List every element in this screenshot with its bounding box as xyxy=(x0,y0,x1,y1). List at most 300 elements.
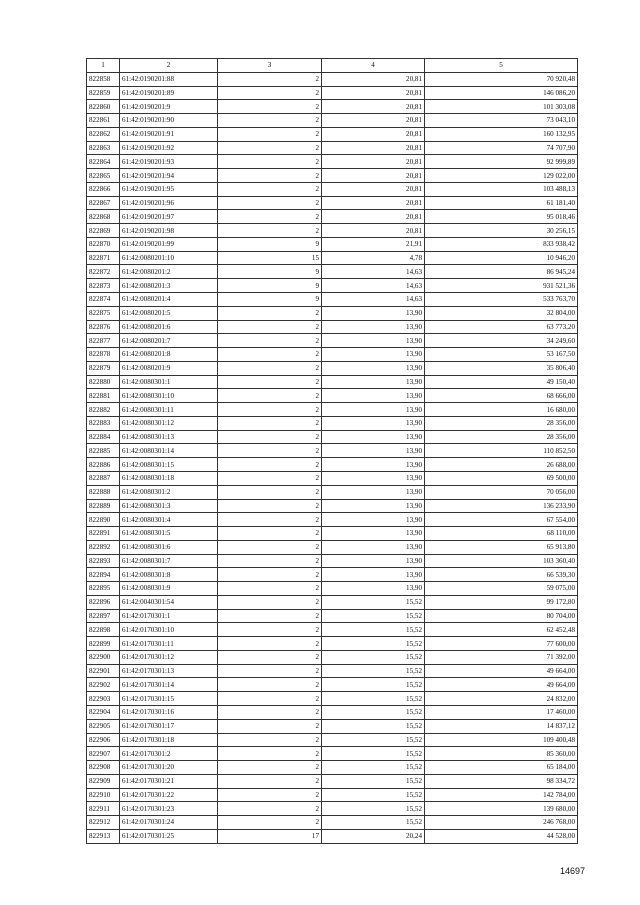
cadastral-number-cell: 61:42:0170301:11 xyxy=(120,637,218,651)
rate-cell: 20,81 xyxy=(322,141,425,155)
rate-cell: 20,81 xyxy=(322,169,425,183)
count-cell: 2 xyxy=(218,114,322,128)
value-cell: 53 167,50 xyxy=(425,348,578,362)
row-index-cell: 822867 xyxy=(87,196,120,210)
table-row xyxy=(87,650,578,664)
rate-cell: 15,52 xyxy=(322,705,425,719)
table-row xyxy=(87,678,578,692)
count-cell: 2 xyxy=(218,375,322,389)
count-cell: 2 xyxy=(218,458,322,472)
value-cell: 61 181,40 xyxy=(425,196,578,210)
rate-cell: 13,90 xyxy=(322,361,425,375)
rate-cell: 13,90 xyxy=(322,416,425,430)
row-index-cell: 822877 xyxy=(87,334,120,348)
cadastral-number-cell: 61:42:0170301:25 xyxy=(120,829,218,843)
table-row xyxy=(87,100,578,114)
row-index-cell: 822884 xyxy=(87,430,120,444)
row-index-cell: 822865 xyxy=(87,169,120,183)
table-row xyxy=(87,403,578,417)
row-index-cell: 822879 xyxy=(87,361,120,375)
count-cell: 2 xyxy=(218,210,322,224)
value-cell: 24 832,00 xyxy=(425,692,578,706)
rate-cell: 14,63 xyxy=(322,293,425,307)
count-cell: 15 xyxy=(218,251,322,265)
row-index-cell: 822912 xyxy=(87,816,120,830)
table-row xyxy=(87,527,578,541)
table-row xyxy=(87,761,578,775)
value-cell: 28 356,00 xyxy=(425,430,578,444)
row-index-cell: 822871 xyxy=(87,251,120,265)
rate-cell: 20,81 xyxy=(322,224,425,238)
column-header: 4 xyxy=(322,59,425,73)
cadastral-number-cell: 61:42:0080301:10 xyxy=(120,389,218,403)
count-cell: 2 xyxy=(218,774,322,788)
rate-cell: 20,81 xyxy=(322,182,425,196)
cadastral-number-cell: 61:42:0190201:89 xyxy=(120,86,218,100)
count-cell: 2 xyxy=(218,513,322,527)
table-row xyxy=(87,774,578,788)
value-cell: 66 539,30 xyxy=(425,568,578,582)
rate-cell: 13,90 xyxy=(322,582,425,596)
value-cell: 28 356,00 xyxy=(425,416,578,430)
table-row xyxy=(87,733,578,747)
cadastral-number-cell: 61:42:0190201:98 xyxy=(120,224,218,238)
count-cell: 2 xyxy=(218,664,322,678)
table-row xyxy=(87,623,578,637)
table-row xyxy=(87,705,578,719)
cadastral-number-cell: 61:42:0080301:1 xyxy=(120,375,218,389)
value-cell: 95 018,46 xyxy=(425,210,578,224)
page-number: 14697 xyxy=(559,866,585,876)
row-index-cell: 822859 xyxy=(87,86,120,100)
value-cell: 833 938,42 xyxy=(425,237,578,251)
row-index-cell: 822863 xyxy=(87,141,120,155)
cadastral-number-cell: 61:42:0080301:2 xyxy=(120,485,218,499)
column-header: 3 xyxy=(218,59,322,73)
rate-cell: 13,90 xyxy=(322,485,425,499)
table-row xyxy=(87,127,578,141)
value-cell: 44 528,00 xyxy=(425,829,578,843)
row-index-cell: 822881 xyxy=(87,389,120,403)
count-cell: 2 xyxy=(218,348,322,362)
row-index-cell: 822864 xyxy=(87,155,120,169)
value-cell: 17 460,00 xyxy=(425,705,578,719)
row-index-cell: 822901 xyxy=(87,664,120,678)
table-row xyxy=(87,554,578,568)
cadastral-number-cell: 61:42:0190201:95 xyxy=(120,182,218,196)
table-row xyxy=(87,155,578,169)
count-cell: 2 xyxy=(218,623,322,637)
header-row xyxy=(87,59,578,73)
count-cell: 2 xyxy=(218,554,322,568)
row-index-cell: 822894 xyxy=(87,568,120,582)
table-row xyxy=(87,582,578,596)
cadastral-number-cell: 61:42:0190201:92 xyxy=(120,141,218,155)
rate-cell: 14,63 xyxy=(322,279,425,293)
cadastral-number-cell: 61:42:0080301:6 xyxy=(120,540,218,554)
table-row xyxy=(87,210,578,224)
count-cell: 2 xyxy=(218,182,322,196)
row-index-cell: 822885 xyxy=(87,444,120,458)
rate-cell: 20,81 xyxy=(322,196,425,210)
row-index-cell: 822870 xyxy=(87,237,120,251)
value-cell: 73 043,10 xyxy=(425,114,578,128)
count-cell: 2 xyxy=(218,471,322,485)
cadastral-number-cell: 61:42:0190201:94 xyxy=(120,169,218,183)
table-row xyxy=(87,747,578,761)
rate-cell: 15,52 xyxy=(322,692,425,706)
row-index-cell: 822887 xyxy=(87,471,120,485)
cadastral-number-cell: 61:42:0190201:97 xyxy=(120,210,218,224)
cadastral-number-cell: 61:42:0080201:4 xyxy=(120,293,218,307)
row-index-cell: 822913 xyxy=(87,829,120,843)
value-cell: 71 392,00 xyxy=(425,650,578,664)
cadastral-number-cell: 61:42:0080201:6 xyxy=(120,320,218,334)
cadastral-number-cell: 61:42:0080201:9 xyxy=(120,361,218,375)
row-index-cell: 822886 xyxy=(87,458,120,472)
row-index-cell: 822890 xyxy=(87,513,120,527)
column-header: 1 xyxy=(87,59,120,73)
table-row xyxy=(87,802,578,816)
count-cell: 9 xyxy=(218,279,322,293)
value-cell: 68 110,00 xyxy=(425,527,578,541)
count-cell: 2 xyxy=(218,389,322,403)
count-cell: 2 xyxy=(218,485,322,499)
table-row xyxy=(87,513,578,527)
row-index-cell: 822869 xyxy=(87,224,120,238)
count-cell: 2 xyxy=(218,306,322,320)
cadastral-number-cell: 61:42:0080201:10 xyxy=(120,251,218,265)
row-index-cell: 822868 xyxy=(87,210,120,224)
rate-cell: 21,91 xyxy=(322,237,425,251)
rate-cell: 13,90 xyxy=(322,527,425,541)
cadastral-number-cell: 61:42:0080301:15 xyxy=(120,458,218,472)
row-index-cell: 822903 xyxy=(87,692,120,706)
row-index-cell: 822882 xyxy=(87,403,120,417)
value-cell: 35 806,40 xyxy=(425,361,578,375)
row-index-cell: 822904 xyxy=(87,705,120,719)
value-cell: 80 704,00 xyxy=(425,609,578,623)
value-cell: 98 334,72 xyxy=(425,774,578,788)
row-index-cell: 822892 xyxy=(87,540,120,554)
count-cell: 2 xyxy=(218,169,322,183)
cadastral-number-cell: 61:42:0080301:9 xyxy=(120,582,218,596)
value-cell: 139 680,00 xyxy=(425,802,578,816)
value-cell: 77 600,00 xyxy=(425,637,578,651)
value-cell: 136 233,90 xyxy=(425,499,578,513)
row-index-cell: 822876 xyxy=(87,320,120,334)
value-cell: 49 664,00 xyxy=(425,664,578,678)
cadastral-number-cell: 61:42:0170301:18 xyxy=(120,733,218,747)
rate-cell: 13,90 xyxy=(322,554,425,568)
value-cell: 86 945,24 xyxy=(425,265,578,279)
rate-cell: 13,90 xyxy=(322,430,425,444)
value-cell: 49 664,00 xyxy=(425,678,578,692)
rate-cell: 15,52 xyxy=(322,595,425,609)
count-cell: 2 xyxy=(218,595,322,609)
row-index-cell: 822908 xyxy=(87,761,120,775)
value-cell: 49 150,40 xyxy=(425,375,578,389)
count-cell: 2 xyxy=(218,650,322,664)
count-cell: 2 xyxy=(218,416,322,430)
column-header: 2 xyxy=(120,59,218,73)
count-cell: 9 xyxy=(218,265,322,279)
rate-cell: 20,81 xyxy=(322,127,425,141)
table-row xyxy=(87,609,578,623)
rate-cell: 15,52 xyxy=(322,664,425,678)
count-cell: 2 xyxy=(218,692,322,706)
table-row xyxy=(87,293,578,307)
rate-cell: 20,81 xyxy=(322,100,425,114)
row-index-cell: 822898 xyxy=(87,623,120,637)
table-row xyxy=(87,224,578,238)
table-body xyxy=(87,59,578,844)
rate-cell: 13,90 xyxy=(322,306,425,320)
value-cell: 109 400,48 xyxy=(425,733,578,747)
rate-cell: 15,52 xyxy=(322,816,425,830)
count-cell: 2 xyxy=(218,747,322,761)
table-row xyxy=(87,141,578,155)
count-cell: 2 xyxy=(218,788,322,802)
cadastral-number-cell: 61:42:0170301:20 xyxy=(120,761,218,775)
rate-cell: 15,52 xyxy=(322,761,425,775)
table-row xyxy=(87,637,578,651)
value-cell: 103 488,13 xyxy=(425,182,578,196)
row-index-cell: 822878 xyxy=(87,348,120,362)
row-index-cell: 822872 xyxy=(87,265,120,279)
row-index-cell: 822873 xyxy=(87,279,120,293)
cadastral-number-cell: 61:42:0170301:10 xyxy=(120,623,218,637)
table-row xyxy=(87,265,578,279)
rate-cell: 20,81 xyxy=(322,86,425,100)
row-index-cell: 822897 xyxy=(87,609,120,623)
value-cell: 32 804,00 xyxy=(425,306,578,320)
table-row xyxy=(87,114,578,128)
count-cell: 2 xyxy=(218,609,322,623)
value-cell: 69 500,00 xyxy=(425,471,578,485)
row-index-cell: 822902 xyxy=(87,678,120,692)
cadastral-number-cell: 61:42:0170301:22 xyxy=(120,788,218,802)
table-row xyxy=(87,568,578,582)
table-row xyxy=(87,458,578,472)
column-header: 5 xyxy=(425,59,578,73)
rate-cell: 15,52 xyxy=(322,774,425,788)
rate-cell: 13,90 xyxy=(322,389,425,403)
value-cell: 65 913,80 xyxy=(425,540,578,554)
value-cell: 63 773,20 xyxy=(425,320,578,334)
cadastral-number-cell: 61:42:0190201:88 xyxy=(120,72,218,86)
row-index-cell: 822905 xyxy=(87,719,120,733)
table-row xyxy=(87,320,578,334)
cadastral-number-cell: 61:42:0080201:7 xyxy=(120,334,218,348)
cadastral-number-cell: 61:42:0190201:99 xyxy=(120,237,218,251)
cadastral-number-cell: 61:42:0080301:13 xyxy=(120,430,218,444)
cadastral-number-cell: 61:42:0170301:15 xyxy=(120,692,218,706)
table-row xyxy=(87,416,578,430)
cadastral-number-cell: 61:42:0080201:3 xyxy=(120,279,218,293)
table-row xyxy=(87,251,578,265)
rate-cell: 13,90 xyxy=(322,444,425,458)
table-row xyxy=(87,595,578,609)
rate-cell: 20,24 xyxy=(322,829,425,843)
count-cell: 2 xyxy=(218,816,322,830)
cadastral-number-cell: 61:42:0080201:5 xyxy=(120,306,218,320)
table-row xyxy=(87,499,578,513)
cadastral-number-cell: 61:42:0080301:8 xyxy=(120,568,218,582)
count-cell: 2 xyxy=(218,334,322,348)
count-cell: 17 xyxy=(218,829,322,843)
table-row xyxy=(87,334,578,348)
cadastral-number-cell: 61:42:0170301:12 xyxy=(120,650,218,664)
row-index-cell: 822889 xyxy=(87,499,120,513)
cadastral-number-cell: 61:42:0080301:5 xyxy=(120,527,218,541)
value-cell: 103 360,40 xyxy=(425,554,578,568)
cadastral-number-cell: 61:42:0190201:91 xyxy=(120,127,218,141)
value-cell: 26 688,00 xyxy=(425,458,578,472)
rate-cell: 15,52 xyxy=(322,609,425,623)
cadastral-number-cell: 61:42:0170301:16 xyxy=(120,705,218,719)
rate-cell: 13,90 xyxy=(322,375,425,389)
row-index-cell: 822874 xyxy=(87,293,120,307)
value-cell: 59 075,00 xyxy=(425,582,578,596)
value-cell: 85 360,00 xyxy=(425,747,578,761)
cadastral-number-cell: 61:42:0080301:12 xyxy=(120,416,218,430)
value-cell: 14 837,12 xyxy=(425,719,578,733)
count-cell: 2 xyxy=(218,637,322,651)
value-cell: 74 707,90 xyxy=(425,141,578,155)
row-index-cell: 822900 xyxy=(87,650,120,664)
row-index-cell: 822888 xyxy=(87,485,120,499)
cadastral-number-cell: 61:42:0080301:7 xyxy=(120,554,218,568)
cadastral-number-cell: 61:42:0190201:90 xyxy=(120,114,218,128)
row-index-cell: 822896 xyxy=(87,595,120,609)
rate-cell: 13,90 xyxy=(322,471,425,485)
cadastral-number-cell: 61:42:0080301:18 xyxy=(120,471,218,485)
count-cell: 2 xyxy=(218,719,322,733)
count-cell: 2 xyxy=(218,705,322,719)
value-cell: 129 022,00 xyxy=(425,169,578,183)
cadastral-number-cell: 61:42:0190201:9 xyxy=(120,100,218,114)
count-cell: 2 xyxy=(218,444,322,458)
value-cell: 142 784,00 xyxy=(425,788,578,802)
table-row xyxy=(87,361,578,375)
count-cell: 2 xyxy=(218,100,322,114)
row-index-cell: 822860 xyxy=(87,100,120,114)
table-row xyxy=(87,816,578,830)
table-row xyxy=(87,196,578,210)
row-index-cell: 822899 xyxy=(87,637,120,651)
row-index-cell: 822891 xyxy=(87,527,120,541)
cadastral-number-cell: 61:42:0170301:14 xyxy=(120,678,218,692)
value-cell: 10 946,20 xyxy=(425,251,578,265)
rate-cell: 14,63 xyxy=(322,265,425,279)
row-index-cell: 822911 xyxy=(87,802,120,816)
cadastral-number-cell: 61:42:0170301:23 xyxy=(120,802,218,816)
table-row xyxy=(87,540,578,554)
table-row xyxy=(87,471,578,485)
count-cell: 9 xyxy=(218,237,322,251)
cadastral-number-cell: 61:42:0170301:24 xyxy=(120,816,218,830)
row-index-cell: 822866 xyxy=(87,182,120,196)
cadastral-number-cell: 61:42:0170301:2 xyxy=(120,747,218,761)
value-cell: 110 852,50 xyxy=(425,444,578,458)
count-cell: 2 xyxy=(218,361,322,375)
count-cell: 2 xyxy=(218,196,322,210)
rate-cell: 13,90 xyxy=(322,513,425,527)
cadastral-number-cell: 61:42:0170301:21 xyxy=(120,774,218,788)
rate-cell: 15,52 xyxy=(322,788,425,802)
table-row xyxy=(87,788,578,802)
value-cell: 68 666,00 xyxy=(425,389,578,403)
table-row xyxy=(87,237,578,251)
rate-cell: 4,78 xyxy=(322,251,425,265)
value-cell: 246 768,00 xyxy=(425,816,578,830)
row-index-cell: 822910 xyxy=(87,788,120,802)
rate-cell: 15,52 xyxy=(322,637,425,651)
rate-cell: 15,52 xyxy=(322,802,425,816)
value-cell: 92 999,89 xyxy=(425,155,578,169)
rate-cell: 15,52 xyxy=(322,623,425,637)
row-index-cell: 822895 xyxy=(87,582,120,596)
value-cell: 160 132,95 xyxy=(425,127,578,141)
count-cell: 2 xyxy=(218,430,322,444)
count-cell: 2 xyxy=(218,540,322,554)
rate-cell: 13,90 xyxy=(322,499,425,513)
value-cell: 533 763,70 xyxy=(425,293,578,307)
value-cell: 70 920,48 xyxy=(425,72,578,86)
row-index-cell: 822858 xyxy=(87,72,120,86)
value-cell: 30 256,15 xyxy=(425,224,578,238)
table-row xyxy=(87,348,578,362)
table-row xyxy=(87,306,578,320)
rate-cell: 13,90 xyxy=(322,458,425,472)
cadastral-number-cell: 61:42:0170301:1 xyxy=(120,609,218,623)
value-cell: 99 172,80 xyxy=(425,595,578,609)
row-index-cell: 822861 xyxy=(87,114,120,128)
rate-cell: 15,52 xyxy=(322,733,425,747)
count-cell: 2 xyxy=(218,320,322,334)
data-table xyxy=(86,58,578,844)
rate-cell: 20,81 xyxy=(322,155,425,169)
value-cell: 65 184,00 xyxy=(425,761,578,775)
value-cell: 931 521,36 xyxy=(425,279,578,293)
rate-cell: 15,52 xyxy=(322,650,425,664)
table-row xyxy=(87,375,578,389)
count-cell: 2 xyxy=(218,224,322,238)
value-cell: 146 086,20 xyxy=(425,86,578,100)
count-cell: 2 xyxy=(218,568,322,582)
rate-cell: 15,52 xyxy=(322,747,425,761)
rate-cell: 15,52 xyxy=(322,678,425,692)
table-row xyxy=(87,719,578,733)
cadastral-number-cell: 61:42:0170301:17 xyxy=(120,719,218,733)
count-cell: 2 xyxy=(218,678,322,692)
cadastral-number-cell: 61:42:0190201:96 xyxy=(120,196,218,210)
table-row xyxy=(87,692,578,706)
count-cell: 2 xyxy=(218,155,322,169)
table-row xyxy=(87,72,578,86)
cadastral-number-cell: 61:42:0080301:3 xyxy=(120,499,218,513)
count-cell: 2 xyxy=(218,582,322,596)
rate-cell: 13,90 xyxy=(322,320,425,334)
row-index-cell: 822875 xyxy=(87,306,120,320)
value-cell: 67 554,00 xyxy=(425,513,578,527)
table-row xyxy=(87,829,578,843)
rate-cell: 13,90 xyxy=(322,403,425,417)
count-cell: 2 xyxy=(218,499,322,513)
count-cell: 2 xyxy=(218,86,322,100)
value-cell: 70 056,00 xyxy=(425,485,578,499)
